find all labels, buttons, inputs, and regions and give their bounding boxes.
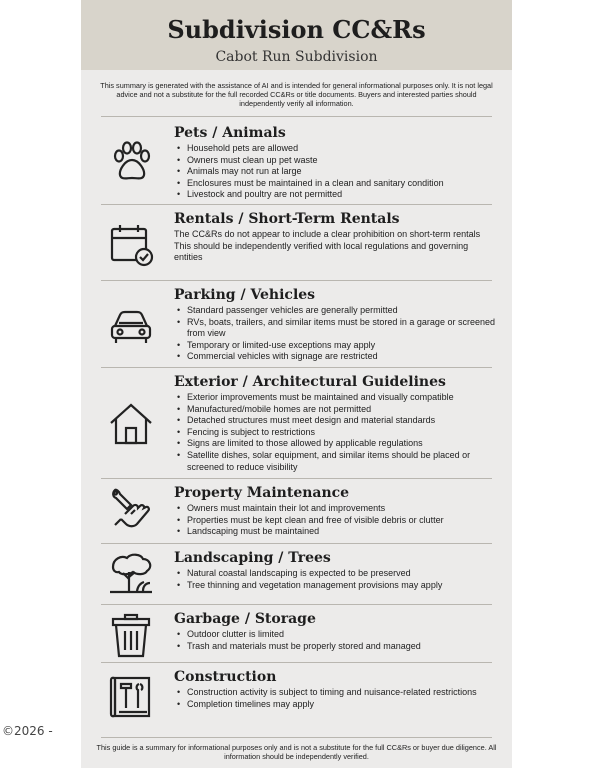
list-item: • Commercial vehicles with signage are restricted (187, 351, 498, 363)
list-item: • Owners must clean up pet waste (187, 155, 498, 167)
paw-icon (107, 138, 155, 186)
card-header (81, 0, 512, 70)
copyright-text: ©2026 - (2, 724, 53, 738)
list-item: • Detached structures must meet design and material standards (187, 415, 498, 427)
list-item: • Owners must maintain their lot and improvements (187, 503, 498, 515)
list-item: • RVs, boats, trailers, and similar items must be stored in a garage or screened from view (187, 317, 498, 340)
divider (101, 543, 492, 544)
trash-can-icon (107, 612, 155, 660)
list-item: • Outdoor clutter is limited (187, 629, 498, 641)
list-item: • Manufactured/mobile homes are not permitted (187, 404, 498, 416)
divider (101, 737, 492, 738)
section-title: Construction (174, 669, 277, 685)
section-paragraph: This should be independently verified with local regulations and governing entities (174, 240, 469, 263)
hand-wrench-icon (107, 484, 155, 532)
list-item: • Properties must be kept clean and free of visible debris or clutter (187, 515, 498, 527)
page-subtitle: Cabot Run Subdivision (215, 49, 378, 65)
list-item: • Construction activity is subject to timing and nuisance-related restrictions (187, 687, 498, 699)
section-title: Exterior / Architectural Guidelines (174, 374, 446, 390)
blueprint-tools-icon (107, 672, 155, 720)
list-item: • Standard passenger vehicles are generally permitted (187, 305, 498, 317)
section-title: Landscaping / Trees (174, 550, 331, 566)
list-item: • Landscaping must be maintained (187, 526, 498, 538)
section-title: Property Maintenance (174, 485, 350, 501)
divider (101, 116, 492, 117)
disclaimer-text: This summary is generated with the assistance of AI and is intended for general informational purposes only. It is not legal advice and not a substitute for the full recorded CC&Rs or title documents. Buyers and interested parties should independently verify all information. (100, 81, 493, 108)
list-item: • Enclosures must be maintained in a clean and sanitary condition (187, 178, 498, 190)
list-item: • Natural coastal landscaping is expected to be preserved (187, 568, 498, 580)
list-item: • Fencing is subject to restrictions (187, 427, 498, 439)
list-item: • Household pets are allowed (187, 143, 498, 155)
page-title: Subdivision CC&Rs (167, 15, 426, 44)
list-item: • Satellite dishes, solar equipment, and similar items should be placed or screened to reduce visibility (187, 450, 498, 473)
ccr-summary-card (81, 0, 512, 768)
divider (101, 204, 492, 205)
car-icon (107, 302, 155, 350)
divider (101, 604, 492, 605)
list-item: • Animals may not run at large (187, 166, 498, 178)
divider (101, 662, 492, 663)
list-item: • Signs are limited to those allowed by applicable regulations (187, 438, 498, 450)
section-title: Garbage / Storage (174, 611, 316, 627)
list-item: • Completion timelines may apply (187, 699, 498, 711)
tree-icon (107, 549, 155, 597)
house-icon (107, 399, 155, 447)
list-item: • Trash and materials must be properly stored and managed (187, 641, 498, 653)
calendar-check-icon (107, 220, 155, 268)
section-paragraph: The CC&Rs do not appear to include a clear prohibition on short-term rentals (174, 229, 481, 239)
divider (101, 280, 492, 281)
divider (101, 367, 492, 368)
list-item: • Temporary or limited-use exceptions may apply (187, 340, 498, 352)
section-title: Pets / Animals (174, 125, 286, 141)
list-item: • Livestock and poultry are not permitted (187, 189, 498, 201)
footer-disclaimer: This guide is a summary for informational purposes only and is not a substitute for the full CC&Rs or buyer due diligence. All information should be independently verified. (96, 743, 497, 761)
section-title: Parking / Vehicles (174, 287, 316, 303)
divider (101, 478, 492, 479)
list-item: • Tree thinning and vegetation management provisions may apply (187, 580, 498, 592)
list-item: • Exterior improvements must be maintained and visually compatible (187, 392, 498, 404)
section-title: Rentals / Short-Term Rentals (174, 211, 400, 227)
